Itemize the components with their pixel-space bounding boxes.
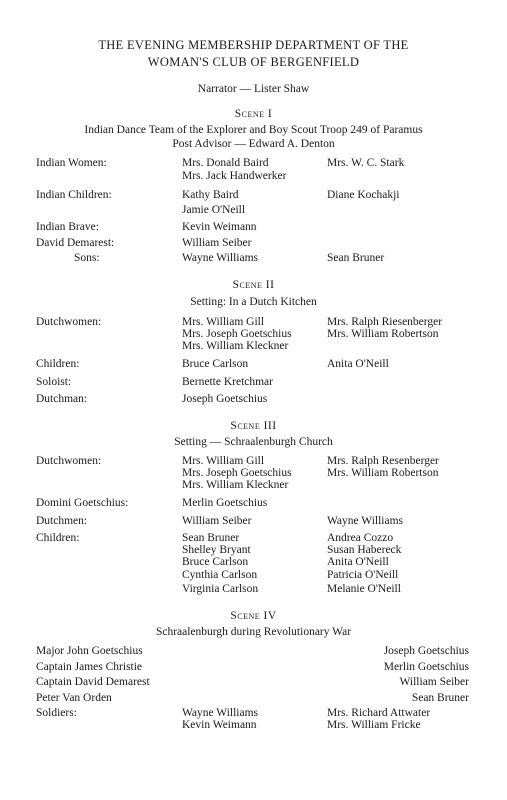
dutchwomen-1: Mrs. William Gill bbox=[182, 455, 265, 467]
soldiers-2: Kevin Weimann bbox=[182, 719, 257, 731]
list-item: Bruce Carlson bbox=[182, 556, 249, 568]
dutchwomen-label: Dutchwomen: bbox=[36, 455, 102, 467]
actor-name: Merlin Goetschius bbox=[383, 661, 469, 673]
scene-4-title: Scene IV bbox=[230, 610, 277, 622]
indian-children-1: Kathy Baird bbox=[182, 189, 239, 201]
scene-1-line-2: Post Advisor — Edward A. Denton bbox=[172, 138, 335, 150]
role-name: Captain David Demarest bbox=[36, 676, 150, 688]
dutchman: Joseph Goetschius bbox=[182, 393, 268, 405]
header-line-1: THE EVENING MEMBERSHIP DEPARTMENT OF THE bbox=[98, 38, 409, 52]
dutchmen-1: William Seiber bbox=[182, 515, 252, 527]
scene-3-setting: Setting — Schraalenburgh Church bbox=[174, 436, 333, 448]
list-item: Andrea Cozzo bbox=[327, 532, 394, 544]
list-item: Shelley Bryant bbox=[182, 544, 251, 556]
role-name: Captain James Christie bbox=[36, 661, 143, 673]
list-item: Virginia Carlson bbox=[182, 583, 259, 595]
indian-women-2: Mrs. Jack Handwerker bbox=[182, 170, 287, 182]
list-item: Cynthia Carlson bbox=[182, 569, 258, 581]
domini: Merlin Goetschius bbox=[182, 497, 268, 509]
indian-brave: Kevin Weimann bbox=[182, 221, 257, 233]
indian-women-label: Indian Women: bbox=[36, 157, 107, 169]
scene-1-line-1: Indian Dance Team of the Explorer and Boy Scout Troop 249 of Paramus bbox=[84, 124, 423, 136]
dutchmen-label: Dutchmen: bbox=[36, 515, 88, 527]
sons-label: Sons: bbox=[74, 252, 100, 264]
scene-1-title: Scene I bbox=[234, 108, 273, 120]
list-item: Patricia O'Neill bbox=[327, 569, 399, 581]
soldiers-4: Mrs. William Fricke bbox=[327, 719, 421, 731]
scene-2-title: Scene II bbox=[232, 279, 275, 291]
dutchwomen-4: Mrs. Ralph Riesenberger bbox=[327, 316, 443, 328]
dutchwomen-label: Dutchwomen: bbox=[36, 316, 102, 328]
scene-2-setting: Setting: In a Dutch Kitchen bbox=[190, 296, 317, 308]
soldiers-label: Soldiers: bbox=[36, 707, 77, 719]
indian-children-label: Indian Children: bbox=[36, 189, 112, 201]
header-line-2: WOMAN'S CLUB OF BERGENFIELD bbox=[147, 55, 360, 69]
actor-name: Joseph Goetschius bbox=[383, 645, 469, 657]
dutchwomen-5: Mrs. William Robertson bbox=[327, 328, 439, 340]
indian-women-1: Mrs. Donald Baird bbox=[182, 157, 269, 169]
list-item: Melanie O'Neill bbox=[327, 583, 401, 595]
role-name: Peter Van Orden bbox=[36, 692, 112, 704]
scene-4-setting: Schraalenburgh during Revolutionary War bbox=[155, 626, 352, 638]
indian-children-2: Jamie O'Neill bbox=[182, 204, 246, 216]
soloist-label: Soloist: bbox=[36, 376, 72, 388]
domini-label: Domini Goetschius: bbox=[36, 497, 129, 509]
soldiers-3: Mrs. Richard Attwater bbox=[327, 707, 431, 719]
children-2: Anita O'Neill bbox=[327, 358, 389, 370]
indian-children-3: Diane Kochakji bbox=[327, 189, 400, 201]
sons-2: Sean Bruner bbox=[327, 252, 385, 264]
children-label: Children: bbox=[36, 358, 80, 370]
soloist: Bernette Kretchmar bbox=[182, 376, 273, 388]
dutchwomen-2: Mrs. Joseph Goetschius bbox=[182, 328, 292, 340]
dutchwomen-5: Mrs. William Robertson bbox=[327, 467, 439, 479]
list-item: Sean Bruner bbox=[182, 532, 240, 544]
actor-name: William Seiber bbox=[399, 676, 469, 688]
sons-1: Wayne Williams bbox=[182, 252, 259, 264]
dutchwomen-3: Mrs. William Kleckner bbox=[182, 340, 289, 352]
narrator-line: Narrator — Lister Shaw bbox=[197, 83, 310, 95]
children-1: Bruce Carlson bbox=[182, 358, 249, 370]
indian-brave-label: Indian Brave: bbox=[36, 221, 99, 233]
dutchmen-2: Wayne Williams bbox=[327, 515, 404, 527]
dutchwomen-2: Mrs. Joseph Goetschius bbox=[182, 467, 292, 479]
indian-women-3: Mrs. W. C. Stark bbox=[327, 157, 405, 169]
dutchwomen-4: Mrs. Ralph Resenberger bbox=[327, 455, 439, 467]
david-demarest: William Seiber bbox=[182, 237, 252, 249]
dutchwomen-1: Mrs. William Gill bbox=[182, 316, 265, 328]
role-name: Major John Goetschius bbox=[36, 645, 143, 657]
actor-name: Sean Bruner bbox=[411, 692, 469, 704]
dutchwomen-3: Mrs. William Kleckner bbox=[182, 479, 289, 491]
david-demarest-label: David Demarest: bbox=[36, 237, 115, 249]
soldiers-1: Wayne Williams bbox=[182, 707, 259, 719]
scene-3-title: Scene III bbox=[230, 420, 277, 432]
list-item: Susan Habereck bbox=[327, 544, 402, 556]
dutchman-label: Dutchman: bbox=[36, 393, 88, 405]
children-label: Children: bbox=[36, 532, 80, 544]
list-item: Anita O'Neill bbox=[327, 556, 389, 568]
